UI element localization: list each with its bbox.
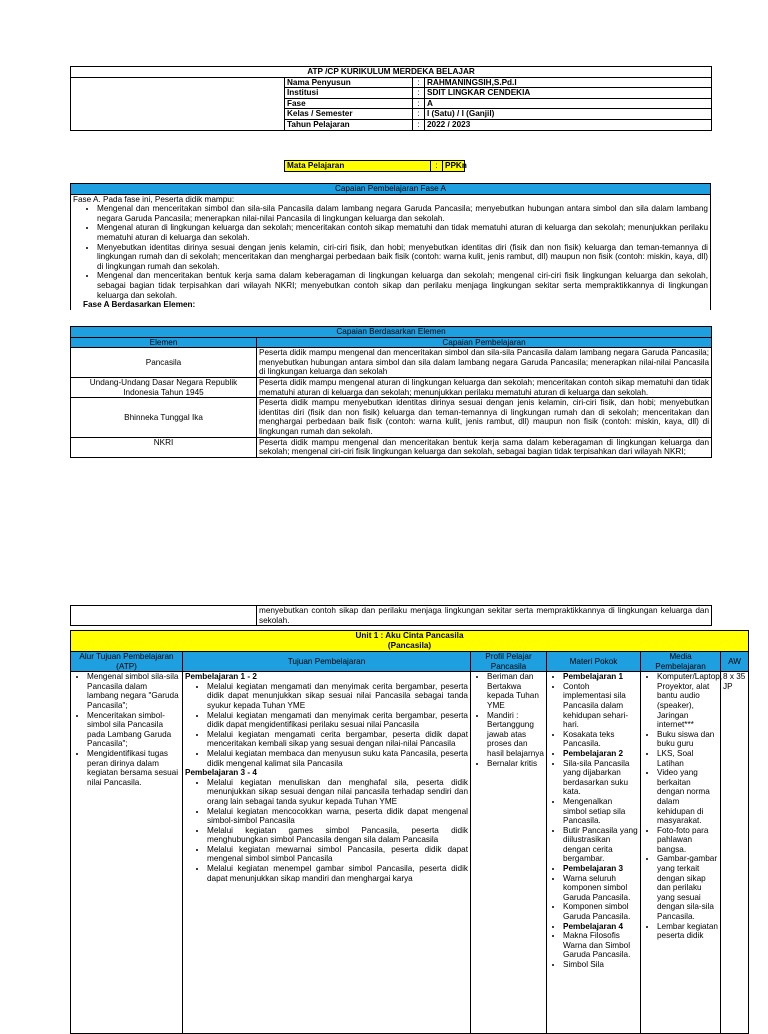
materi-item: • Contoh implementasi sila Pancasila dalam kehidupan sehari-hari. xyxy=(563,682,638,730)
tujuan-item: • Melalui kegiatan mengamati dan menyimak cerita bergambar, peserta didik dapat menunjukkan sikap sesuai nilai Pancasila sebagai tanda syukur kepada Tuhan YME xyxy=(207,682,468,711)
cp-item: • Mengenal aturan di lingkungan keluarga dan sekolah; menceritakan contoh sikap mematuhi dan tidak mematuhi aturan di keluarga dan sekolah; menunjukkan perilaku mematuhi aturan di keluarga dan sekolah. xyxy=(97,223,708,242)
header-row: Fase : A xyxy=(71,98,712,109)
col-elemen: Elemen xyxy=(71,337,257,348)
tujuan-item: • Melalui kegiatan mewarnai simbol Pancasila, peserta didik dapat mengenal simbol simbol Pancasila xyxy=(207,845,468,864)
tujuan-item: • Melalui kegiatan membaca dan menyusun suku kata Pancasila, peserta didik mengenal kalimat sila Pancasila xyxy=(207,749,468,768)
materi-item: • Butir Pancasila yang diilustrasikan dengan cerita bergambar. xyxy=(563,826,638,864)
materi-item: • Pembelajaran 3 xyxy=(563,864,638,874)
materi-cell xyxy=(547,672,641,1034)
element-row: Undang-Undang Dasar Negara Republik Indonesia Tahun 1945 Peserta didik mampu mengenal aturan di lingkungan keluarga dan sekolah; menceritakan contoh sikap mematuhi dan tidak mematuhi aturan di keluarga dan sekolah; menunjukkan perilaku mematuhi aturan di keluarga dan sekolah. xyxy=(71,377,712,397)
tujuan-item: • Melalui kegiatan menempel gambar simbol Pancasila, peserta didik dapat menunjukkan sikap mandiri dan menghargai karya xyxy=(207,864,468,883)
materi-item: • Pembelajaran 4 xyxy=(563,922,638,932)
header-row: Kelas / Semester : I (Satu) / I (Ganjil) xyxy=(71,109,712,120)
tujuan-item: • Melalui kegiatan games simbol Pancasila, peserta didik menghubungkan simbol Pancasila dengan sila dalam Pancasila xyxy=(207,826,468,845)
materi-item: • Sila-sila Pancasila yang dijabarkan berdasarkan suku kata. xyxy=(563,759,638,797)
media-item: • Foto-foto para pahlawan bangsa. xyxy=(657,826,718,855)
element-row: Bhinneka Tunggal Ika Peserta didik mampu menyebutkan identitas dirinya sesuai dengan jenis kelamin, ciri-ciri fisik, dan hobi; menyebutkan identitas diri (fisik dan non fisik) keluarga dan teman-temannya di lingkungan rumah dan di sekolah; menceritakan dan menghargai perbedaan baik fisik (contoh: warna kulit, jenis rambut, dll) maupun non fisik (contoh: miskin, kaya, dll) di lingkungan rumah dan sekolah. xyxy=(71,398,712,437)
subject-label: Mata Pelajaran xyxy=(285,161,431,172)
media-item: • Komputer/Laptop, Proyektor, alat bantu audio (speaker), Jaringan internet*** xyxy=(657,672,718,730)
materi-item: • Warna seluruh komponen simbol Garuda Pancasila. xyxy=(563,874,638,903)
continuation-table xyxy=(70,605,712,626)
atp-item: • Mengenal simbol sila-sila Pancasila dalam lambang negara "Garuda Pancasila"; xyxy=(87,672,180,710)
materi-item: • Simbol Sila xyxy=(563,960,638,970)
media-item: • Buku siswa dan buku guru xyxy=(657,730,718,749)
tujuan-item: • Melalui kegiatan menuliskan dan menghafal sila, peserta didik menunjukkan sikap sesuai dengan nilai pancasila terhadap sendiri dan orang lain sebagai tanda syukur kepada Tuhan YME xyxy=(207,778,468,807)
elements-table xyxy=(70,326,712,458)
aw-cell: 8 x 35 JP xyxy=(721,672,749,1034)
media-item: • Video yang berkaitan dengan norma dalam kehidupan di masyarakat. xyxy=(657,768,718,826)
profil-item: • Mandiri : Bertanggung jawab atas proses dan hasil belajarnya xyxy=(487,711,544,759)
materi-item: • Kosakata teks Pancasila. xyxy=(563,730,638,749)
atp-item: • Menceritakan simbol-simbol sila Pancasila pada Lambang Garuda Pancasila"; xyxy=(87,711,180,749)
media-cell xyxy=(641,672,721,1034)
cp-item: • Menyebutkan identitas dirinya sesuai dengan jenis kelamin, ciri-ciri fisik, dan hobi; menyebutkan identitas diri (fisik dan non fisik) keluarga dan teman-temannya di lingkungan rumah dan di sekolah; menceritakan dan menghargai perbedaan baik fisik (contoh: warna kulit, jenis rambut, dll) maupun non fisik (contoh: miskin, kaya, dll) di lingkungan rumah dan sekolah. xyxy=(97,243,708,272)
col-capaian: Capaian Pembelajaran xyxy=(257,337,712,348)
cp-title: Capaian Pembelajaran Fase A xyxy=(71,184,711,195)
materi-item: • Pembelajaran 1 xyxy=(563,672,638,682)
profil-cell xyxy=(471,672,547,1034)
tujuan-item: • Melalui kegiatan mengamati dan menyimak cerita bergambar, peserta didik dapat mengidentifikasi perilaku sesuai nilai Pancasila xyxy=(207,711,468,730)
subject-table: Mata Pelajaran : PPKn xyxy=(284,160,465,172)
materi-item: • Mengenalkan simbol setiap sila Pancasila. xyxy=(563,797,638,826)
materi-item: • Makna Filosofis Warna dan Simbol Garuda Pancasila. xyxy=(563,931,638,960)
cp-item: • Mengenal dan menceritakan simbol dan sila-sila Pancasila dalam lambang negara Garuda Pancasila; menyebutkan hubungan antara simbol dan sila dalam lambang negara Garuda Pancasila; menerapkan nilai-nilai Pancasila di lingkungan keluarga dan sekolah. xyxy=(97,204,708,223)
atp-cell xyxy=(71,672,183,1034)
elements-title: Capaian Berdasarkan Elemen xyxy=(71,327,712,338)
tujuan-item: • Melalui kegiatan mencocokkan warna, peserta didik dapat mengenal simbol-simbol Pancasila xyxy=(207,807,468,826)
element-row: Pancasila Peserta didik mampu mengenal dan menceritakan simbol dan sila-sila Pancasila dalam lambang negara Garuda Pancasila; menyebutkan hubungan antara simbol dan sila dalam lambang negara Garuda Pancasila; menerapkan nilai-nilai Pancasila di lingkungan keluarga dan sekolah xyxy=(71,348,712,378)
media-item: • LKS, Soal Latihan xyxy=(657,749,718,768)
page-1 xyxy=(0,0,768,500)
tujuan-group-title: Pembelajaran 1 - 2 xyxy=(185,672,257,682)
col-profil: Profil Pelajar Pancasila xyxy=(471,652,547,672)
element-row: NKRI Peserta didik mampu mengenal dan menceritakan bentuk kerja sama dalam keberagaman di lingkungan keluarga dan sekolah; mengenal ciri-ciri fisik lingkungan keluarga dan sekolah, sebagai bagian tidak terpisahkan dari wilayah NKRI; xyxy=(71,437,712,457)
page-2 xyxy=(0,605,768,1024)
continuation-text: menyebutkan contoh sikap dan perilaku menjaga lingkungan sekitar serta mempraktikkannya di lingkungan keluarga dan sekolah. xyxy=(257,606,712,626)
col-aw: AW xyxy=(721,652,749,672)
unit-title: Unit 1 : Aku Cinta Pancasila xyxy=(355,631,464,640)
cp-intro: Fase A. Pada fase ini, Peserta didik mampu: xyxy=(73,194,235,204)
subject-value: PPKn xyxy=(443,161,465,172)
materi-item: • Pembelajaran 2 xyxy=(563,749,638,759)
header-row: Nama Penyusun : RAHMANINGSIH,S.Pd.I xyxy=(71,77,712,88)
media-item: • Gambar-gambar yang terkait dengan sikap dan perilaku yang sesuai dengan sila-sila Pancasila. xyxy=(657,854,718,921)
col-atp: Alur Tujuan Pembelajaran (ATP) xyxy=(71,652,183,672)
header-row: Tahun Pelajaran : 2022 / 2023 xyxy=(71,119,712,130)
col-media: Media Pembelajaran xyxy=(641,652,721,672)
cp-table xyxy=(70,183,711,310)
profil-item: • Beriman dan Bertakwa kepada Tuhan YME xyxy=(487,672,544,710)
cp-element-heading: Fase A Berdasarkan Elemen: xyxy=(83,300,196,310)
cp-item: • Mengenal dan menceritakan bentuk kerja sama dalam keberagaman di lingkungan keluarga dan sekolah; mengenal ciri-ciri fisik lingkungan keluarga dan sekolah, sebagai bagian tidak terpisahkan dari wilayah NKRI; menyebutkan contoh sikap dan perilaku menjaga lingkungan sekitar serta mempraktikkannya di lingkungan keluarga dan sekolah. xyxy=(97,271,708,300)
header-table xyxy=(70,66,712,131)
tujuan-cell xyxy=(183,672,471,1034)
col-materi: Materi Pokok xyxy=(547,652,641,672)
profil-item: • Bernalar kritis xyxy=(487,759,544,769)
unit-subtitle: (Pancasila) xyxy=(387,641,432,650)
tujuan-item: • Melalui kegiatan mengamati cerita bergambar, peserta didik dapat menceritakan kembali sikap yang sesuai dengan nilai-nilai Pancasila xyxy=(207,730,468,749)
tujuan-group-title: Pembelajaran 3 - 4 xyxy=(185,768,257,778)
document-title: ATP /CP KURIKULUM MERDEKA BELAJAR xyxy=(71,67,712,78)
unit-table xyxy=(70,630,749,1034)
media-item: • Lembar kegiatan peserta didik xyxy=(657,922,718,941)
materi-item: • Komponen simbol Garuda Pancasila. xyxy=(563,902,638,921)
col-tujuan: Tujuan Pembelajaran xyxy=(183,652,471,672)
header-row: Institusi : SDIT LINGKAR CENDEKIA xyxy=(71,88,712,99)
atp-item: • Mengidentifikasi tugas peran dirinya dalam kegiatan bersama sesuai nilai Pancasila. xyxy=(87,749,180,787)
